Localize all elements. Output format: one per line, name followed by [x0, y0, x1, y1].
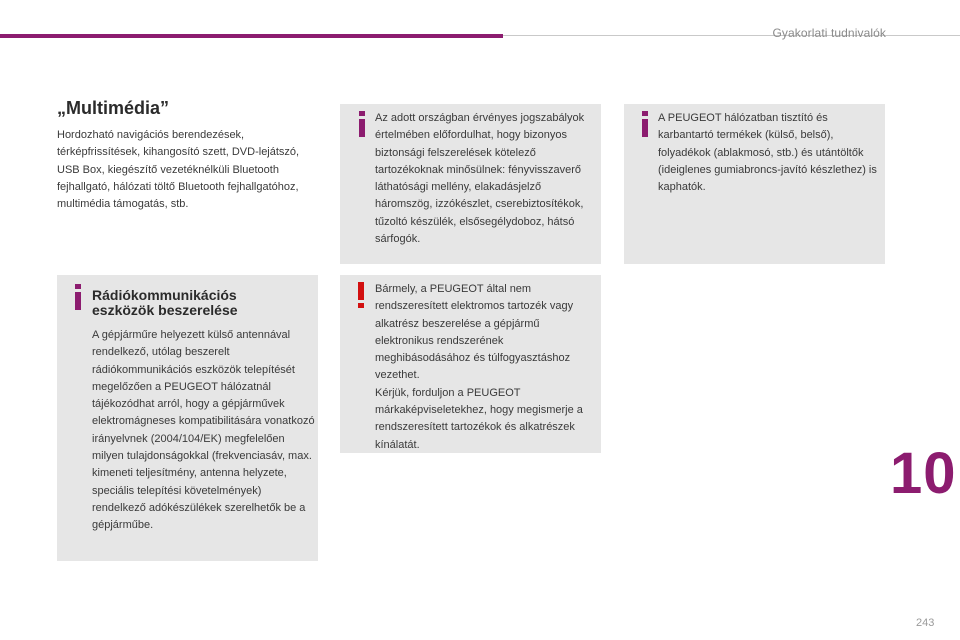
- info-box-products-text: A PEUGEOT hálózatban tisztító és karbantartó termékek (külső, belső), folyadékok (ablakmosó, stb.) és utántöltők (ideiglenes gumiabroncs-javító készlethez) is kaphatók.: [658, 112, 877, 194]
- info-icon: [352, 110, 372, 138]
- info-icon: [68, 283, 88, 311]
- exclamation-icon: [351, 281, 371, 309]
- header-divider: [503, 35, 960, 36]
- info-box-legal: [340, 104, 601, 264]
- warning-box: [340, 275, 601, 453]
- accent-bar: [0, 34, 503, 38]
- info-box-products: [624, 104, 885, 264]
- section-title: Gyakorlati tudnivalók: [772, 26, 886, 40]
- page-number: 243: [916, 617, 935, 629]
- chapter-number: 10: [890, 441, 957, 506]
- multimedia-heading: „Multimédia”: [57, 98, 170, 118]
- radio-box-text: A gépjárműre helyezett külső antennával rendelkező, utólag beszerelt rádiókommunikációs eszközök telepítését megelőzően a PEUGEOT hálózatnál tájékozódhat arról, hogy a gépjárművek elektromágneses kompatibilitására vonatkozó irányelvnek (2004/104/EK) megfelelően milyen tulajdonságokkal (frekvenciasáv, max. kimeneti teljesítmény, antenna helyzete, speciális telepítési követelmények) rendelkező adókészülékek szerelhetők be a gépjárműbe.: [92, 329, 315, 532]
- radio-box-title: Rádiókommunikációs eszközök beszerelése: [92, 287, 238, 318]
- multimedia-text: Hordozható navigációs berendezések, térképfrissítések, kihangosító szett, DVD-lejátszó, USB Box, kiegészítő vezetéknélküli Bluetooth fejhallgató, hálózati töltő Bluetooth fejhallgatóhoz, multimédia támogatás, stb.: [57, 129, 300, 211]
- info-icon: [635, 110, 655, 138]
- warning-box-text: Bármely, a PEUGEOT által nem rendszeresített elektromos tartozék vagy alkatrész beszerelése a gépjármű elektronikus rendszerének meghibásodásához és túlfogyasztáshoz vezethet. Kérjük, forduljon a PEUGEOT márkaképviseletekhez, hogy megismerje a rendszeresített tartozékok és alkatrészek kínálatát.: [375, 283, 583, 451]
- radio-info-box: [57, 275, 318, 561]
- info-box-legal-text: Az adott országban érvényes jogszabályok értelmében előfordulhat, hogy bizonyos biztonsági felszerelések kötelező tartozékoknak minősülnek: fényvisszaverő láthatósági mellény, elakadásjelző háromszög, izzókészlet, cserebiztosítékok, tűzoltó készülék, elsősegélydoboz, hátsó sárfogók.: [375, 112, 585, 246]
